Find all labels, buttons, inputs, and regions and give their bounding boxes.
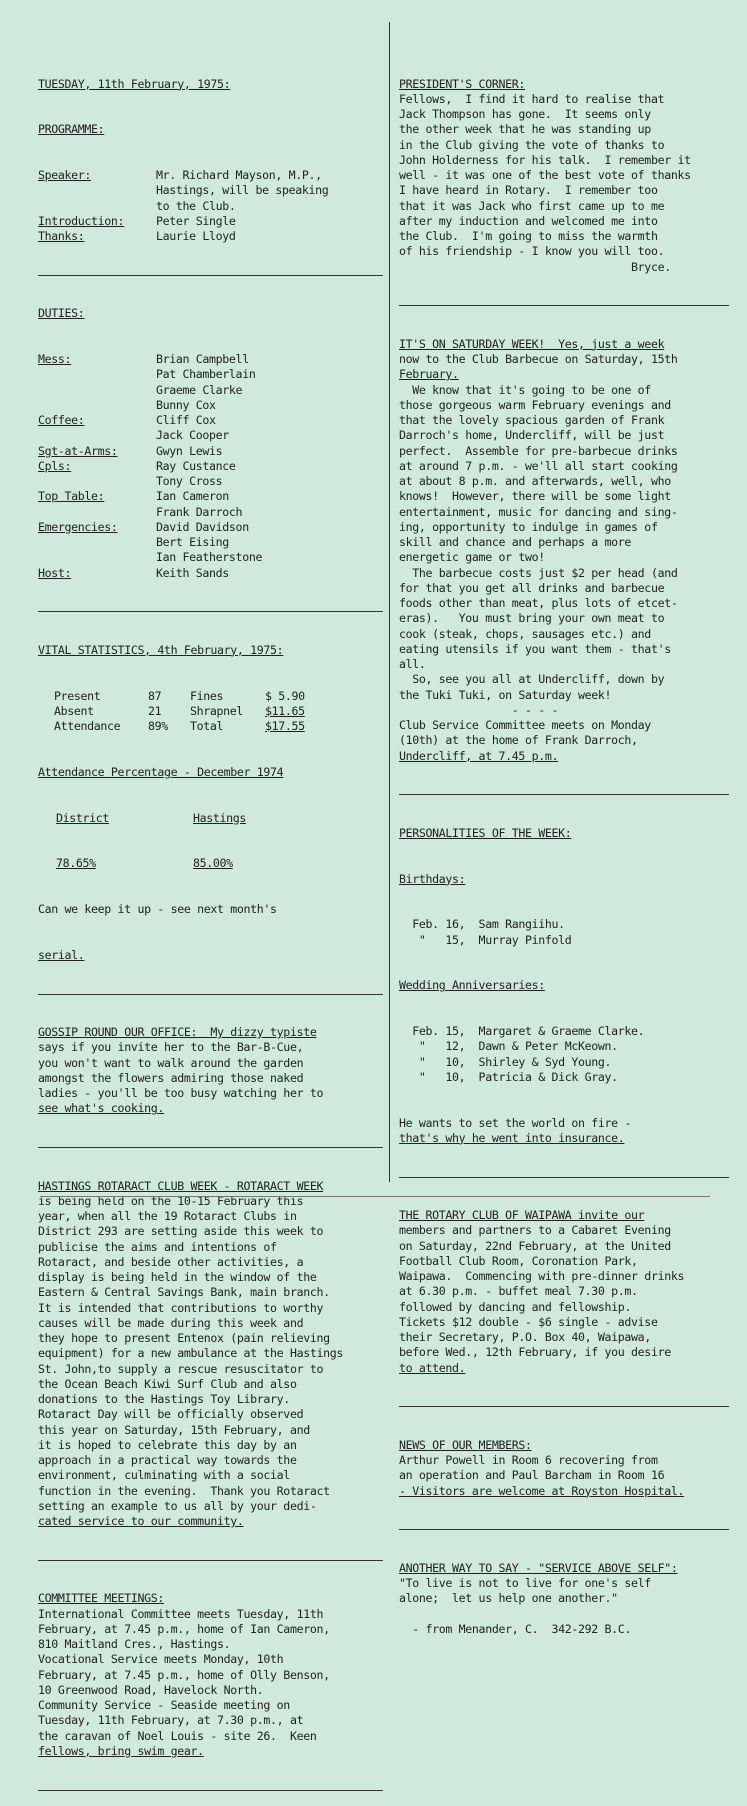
duty-value: Ian Featherstone — [156, 550, 263, 565]
waipawa-line: followed by dancing and fellowship. — [399, 1299, 632, 1314]
president-line: PRESIDENT'S CORNER: — [399, 76, 525, 91]
programme-row — [38, 168, 383, 183]
duty-row — [38, 398, 383, 413]
duty-value: Graeme Clarke — [156, 382, 243, 397]
weddings-line: Feb. 15, Margaret & Graeme Clarke. — [399, 1024, 645, 1038]
saturday-line: knows! However, there will be some light — [399, 489, 671, 504]
rotaract-line: Rotaract, and beside other activities, a — [38, 1254, 304, 1269]
another-line: alone; let us help one another." — [399, 1591, 618, 1606]
committee-line: COMMITTEE MEETINGS: — [38, 1591, 164, 1606]
divider-rule — [38, 1790, 383, 1791]
duty-row — [38, 474, 383, 489]
vital-value: $ 5.90 — [265, 688, 305, 703]
saturday-line: Club Service Committee meets on Monday — [399, 718, 651, 732]
vital-row — [38, 719, 383, 734]
duty-label: Emergencies: — [38, 519, 118, 534]
insurance-line: that's why he went into insurance. — [399, 1130, 625, 1145]
rotaract-line: year, when all the 19 Rotaract Clubs in — [38, 1209, 297, 1223]
vital-label: Fines — [190, 688, 224, 703]
birthdays-heading: Birthdays: — [399, 871, 466, 886]
vital-row — [38, 704, 383, 719]
news-line: - Visitors are welcome at Royston Hospital. — [399, 1483, 685, 1498]
gossip-line: ladies - you'll be too busy watching her to — [38, 1086, 324, 1100]
saturday-line: that the lovely spacious garden of Frank — [399, 413, 665, 427]
committee-line: International Committee meets Tuesday, 11th — [38, 1606, 324, 1621]
saturday-line: The barbecue costs just $2 per head (and — [399, 565, 678, 580]
duty-row — [38, 550, 383, 565]
divider-rule — [399, 794, 729, 795]
committee-line: Community Service - Seaside meeting on — [38, 1698, 290, 1712]
waipawa-line: to attend. — [399, 1360, 466, 1375]
programme-value: Laurie Lloyd — [156, 229, 236, 243]
duty-value: Ian Cameron — [156, 489, 229, 504]
vital-statistics-heading: VITAL STATISTICS, 4th February, 1975: — [38, 642, 284, 657]
rotaract-line: the Ocean Beach Kiwi Surf Club and also — [38, 1376, 297, 1391]
hastings-value: 85.00% — [193, 856, 233, 871]
divider-rule — [399, 305, 729, 306]
divider-rule — [38, 611, 383, 612]
saturday-line: February. — [399, 367, 459, 382]
committee-line: Tuesday, 11th February, at 7.30 p.m., at — [38, 1713, 304, 1728]
waipawa-line: members and partners to a Cabaret Evening — [399, 1223, 671, 1238]
duty-value: Ray Custance — [156, 458, 236, 473]
news-line: Arthur Powell in Room 6 recovering from — [399, 1453, 658, 1467]
birthdays-line: " 15, Murray Pinfold — [399, 932, 572, 947]
divider-rule — [38, 1147, 383, 1148]
gossip-section — [38, 1025, 383, 1117]
column-divider — [389, 22, 390, 1182]
duty-value: Gwyn Lewis — [156, 443, 223, 458]
weddings-line: " 10, Patricia & Dick Gray. — [399, 1069, 618, 1084]
rotaract-section — [38, 1179, 383, 1530]
gossip-line: you won't want to walk around the garden — [38, 1055, 304, 1070]
programme-heading: PROGRAMME: — [38, 122, 105, 137]
saturday-line: the Tuki Tuki, on Saturday week! — [399, 687, 612, 702]
saturday-line: cook (steak, chops, sausages etc.) and — [399, 626, 651, 641]
rotaract-line: it is hoped to celebrate this day by an — [38, 1437, 297, 1452]
rotaract-line: District 293 are setting aside this week to — [38, 1224, 324, 1239]
insurance-joke — [399, 1116, 729, 1147]
waipawa-line: Football Club Room, Coronation Park, — [399, 1253, 638, 1268]
saturday-line: those gorgeous warm February evenings and — [399, 397, 671, 412]
president-line: after my induction and welcomed me into — [399, 213, 658, 228]
president-line: the other week that he was standing up — [399, 122, 651, 137]
rotaract-line: causes will be made during this week and — [38, 1315, 304, 1330]
rotaract-line: function in the evening. Thank you Rotaract — [38, 1483, 330, 1498]
vital-value: 89% — [148, 719, 168, 733]
rotaract-line: Rotaract Day will be officially observed — [38, 1407, 304, 1422]
saturday-line: eating utensils if you want them - that's — [399, 641, 671, 656]
saturday-line: skill and chance and perhaps a more — [399, 535, 632, 549]
programme-row — [38, 229, 383, 244]
rotaract-line: HASTINGS ROTARACT CLUB WEEK - ROTARACT WEEK — [38, 1178, 324, 1193]
duty-row — [38, 566, 383, 581]
duty-value: David Davidson — [156, 519, 249, 534]
saturday-line: eras). You must bring your own meat to — [399, 611, 665, 626]
duty-label: Host: — [38, 565, 72, 580]
saturday-line: at around 7 p.m. - we'll all start cooking — [399, 458, 678, 473]
wedding-anniversaries-list — [399, 1024, 729, 1085]
duty-row — [38, 489, 383, 504]
duty-row — [38, 413, 383, 428]
keep-up-text: Can we keep it up - see next month's — [38, 902, 277, 916]
committee-line: the caravan of Noel Louis - site 26. Keen — [38, 1728, 317, 1743]
vital-label: Absent — [54, 703, 94, 718]
saturday-line: for that you get all drinks and barbecue — [399, 580, 665, 595]
birthdays-list — [399, 917, 729, 948]
waipawa-line: THE ROTARY CLUB OF WAIPAWA invite our — [399, 1208, 645, 1222]
meeting-date-heading: TUESDAY, 11th February, 1975: — [38, 76, 231, 91]
news-line: NEWS OF OUR MEMBERS: — [399, 1437, 532, 1452]
committee-line: 810 Maitland Cres., Hastings. — [38, 1637, 231, 1651]
another-line: - from Menander, C. 342-292 B.C. — [399, 1621, 632, 1636]
duty-label: Mess: — [38, 352, 72, 366]
gossip-line: see what's cooking. — [38, 1101, 164, 1116]
president-line: Jack Thompson has gone. It seems only — [399, 107, 651, 121]
committee-section — [38, 1591, 383, 1759]
rotaract-line: they hope to present Entenox (pain relieving — [38, 1331, 330, 1345]
vital-value: 87 — [148, 688, 162, 703]
rotaract-line: donations to the Hastings Toy Library. — [38, 1392, 290, 1406]
divider-rule — [38, 275, 383, 276]
vital-label: Total — [190, 719, 224, 733]
vital-statistics-table — [38, 689, 383, 735]
saturday-line: - - - - — [399, 702, 559, 717]
saturday-line: (10th) at the home of Frank Darroch, — [399, 733, 638, 748]
saturday-line: Undercliff, at 7.45 p.m. — [399, 748, 559, 763]
duty-row — [38, 459, 383, 474]
birthdays-line: Feb. 16, Sam Rangiihu. — [399, 917, 565, 932]
hastings-label: Hastings — [193, 810, 247, 825]
duty-label: Sgt-at-Arms: — [38, 443, 118, 458]
vital-label: Attendance — [54, 719, 121, 733]
percentage-values — [38, 856, 383, 871]
duty-value: Bunny Cox — [156, 397, 216, 412]
divider-rule — [399, 1406, 729, 1407]
another-line: ANOTHER WAY TO SAY - "SERVICE ABOVE SELF": — [399, 1560, 678, 1575]
president-line: the Club. I'm going to miss the warmth — [399, 229, 658, 243]
president-line: I have heard in Rotary. I remember too — [399, 183, 658, 198]
wedding-anniversaries-heading: Wedding Anniversaries: — [399, 978, 545, 993]
weddings-line: " 10, Shirley & Syd Young. — [399, 1054, 612, 1069]
member-news-section — [399, 1438, 729, 1499]
another-line — [399, 1607, 729, 1622]
keep-up-text: serial. — [38, 947, 85, 962]
duty-row — [38, 383, 383, 398]
percentage-labels — [38, 811, 383, 826]
committee-line: February, at 7.45 p.m., home of Olly Benson, — [38, 1667, 330, 1682]
president-line: of his friendship - I know you will too. — [399, 244, 665, 259]
duty-value: Jack Cooper — [156, 428, 229, 443]
quote-section — [399, 1561, 729, 1637]
committee-line: 10 Greenwood Road, Havelock North. — [38, 1682, 264, 1697]
vital-row — [38, 689, 383, 704]
rotaract-line: is being held on the 10-15 February this — [38, 1193, 304, 1208]
duties-heading: DUTIES: — [38, 306, 85, 321]
programme-label: Speaker: — [38, 168, 92, 182]
rotaract-line: environment, culminating with a social — [38, 1468, 290, 1483]
rotaract-line: publicise the aims and intentions of — [38, 1239, 277, 1254]
president-line: Bryce. — [399, 259, 671, 274]
rotaract-line: display is being held in the window of the — [38, 1270, 317, 1284]
waipawa-line: before Wed., 12th February, if you desire — [399, 1345, 671, 1360]
committee-line: February, at 7.45 p.m., home of Ian Cameron, — [38, 1621, 330, 1636]
president-line: that it was Jack who first came up to me — [399, 198, 665, 213]
duty-label: Top Table: — [38, 489, 105, 504]
programme-value: Hastings, will be speaking — [156, 183, 329, 198]
duty-label: Coffee: — [38, 413, 85, 427]
waipawa-line: their Secretary, P.O. Box 40, Waipawa, — [399, 1330, 651, 1344]
vital-label: Present — [54, 688, 101, 703]
divider-rule — [399, 1177, 729, 1178]
saturday-line: now to the Club Barbecue on Saturday, 15th — [399, 352, 678, 366]
right-column — [399, 46, 729, 1652]
divider-rule — [38, 994, 383, 995]
district-label: District — [56, 810, 110, 825]
duty-value: Pat Chamberlain — [156, 367, 256, 382]
rotaract-line: setting an example to us all by your dedi- — [38, 1498, 317, 1513]
duty-value: Bert Eising — [156, 535, 229, 549]
duty-row — [38, 352, 383, 367]
rotaract-line: equipment) for a new ambulance at the Hastings — [38, 1346, 343, 1361]
bottom-rule — [40, 1196, 710, 1197]
waipawa-section — [399, 1208, 729, 1376]
personalities-heading: PERSONALITIES OF THE WEEK: — [399, 825, 572, 840]
insurance-line: He wants to set the world on fire - — [399, 1115, 632, 1130]
committee-line: Vocational Service meets Monday, 10th — [38, 1652, 284, 1667]
duty-row — [38, 520, 383, 535]
programme-row — [38, 183, 383, 198]
saturday-line: entertainment, music for dancing and sing- — [399, 504, 678, 519]
saturday-line: We know that it's going to be one of — [399, 382, 651, 397]
waipawa-line: Tickets $12 double - $6 single - advise — [399, 1314, 658, 1329]
programme-row — [38, 214, 383, 229]
duty-row — [38, 367, 383, 382]
divider-rule — [38, 1560, 383, 1561]
news-line: an operation and Paul Barcham in Room 16 — [399, 1468, 665, 1483]
duty-value: Tony Cross — [156, 474, 223, 488]
saturday-line: So, see you all at Undercliff, down by — [399, 672, 665, 687]
committee-line: fellows, bring swim gear. — [38, 1743, 204, 1758]
president-line: John Holderness for his talk. I remember it — [399, 152, 691, 167]
programme-value: Mr. Richard Mayson, M.P., — [156, 168, 322, 182]
rotaract-line: Eastern & Central Savings Bank, main branch. — [38, 1285, 330, 1300]
saturday-line: at about 8 p.m. and afterwards, well, who — [399, 474, 671, 488]
another-line: "To live is not to live for one's self — [399, 1576, 651, 1590]
rotaract-line: St. John,to supply a rescue resuscitator to — [38, 1361, 324, 1376]
gossip-line: amongst the flowers admiring those naked — [38, 1070, 304, 1085]
vital-value: $11.65 — [265, 703, 305, 718]
president-line: in the Club giving the vote of thanks to — [399, 137, 665, 152]
duty-row — [38, 535, 383, 550]
saturday-line: energetic game or two! — [399, 550, 545, 565]
barbecue-section — [399, 337, 729, 764]
programme-value: Peter Single — [156, 213, 236, 228]
divider-rule — [399, 1529, 729, 1530]
president-line: well - it was one of the best vote of thanks — [399, 168, 691, 182]
saturday-line: all. — [399, 657, 426, 671]
duty-value: Cliff Cox — [156, 413, 216, 427]
duty-value: Frank Darroch — [156, 504, 243, 519]
waipawa-line: on Saturday, 22nd February, at the United — [399, 1238, 671, 1253]
weddings-line: " 12, Dawn & Peter McKeown. — [399, 1039, 618, 1054]
waipawa-line: Waipawa. Commencing with pre-dinner drinks — [399, 1269, 685, 1283]
duty-label: Cpls: — [38, 458, 72, 473]
duty-value: Keith Sands — [156, 565, 229, 580]
programme-label: Introduction: — [38, 213, 125, 228]
left-column — [38, 46, 383, 1806]
duty-row — [38, 505, 383, 520]
programme-row — [38, 199, 383, 214]
vital-value: 21 — [148, 703, 162, 718]
gossip-line: GOSSIP ROUND OUR OFFICE: My dizzy typiste — [38, 1025, 317, 1039]
saturday-line: perfect. Assemble for pre-barbecue drinks — [399, 443, 678, 458]
president-line: Fellows, I find it hard to realise that — [399, 91, 665, 106]
programme-value: to the Club. — [156, 198, 236, 213]
vital-label: Shrapnel — [190, 703, 244, 718]
waipawa-line: at 6.30 p.m. - buffet meal 7.30 p.m. — [399, 1284, 638, 1299]
programme-list — [38, 168, 383, 244]
attendance-percentage-heading: Attendance Percentage - December 1974 — [38, 764, 284, 779]
vital-value: $17.55 — [265, 719, 305, 733]
saturday-line: IT'S ON SATURDAY WEEK! Yes, just a week — [399, 336, 665, 351]
rotaract-line: approach in a practical way towards the — [38, 1453, 297, 1467]
saturday-line: foods other than meat, plus lots of etcet- — [399, 596, 678, 610]
rotaract-line: It is intended that contributions to worthy — [38, 1300, 324, 1315]
duty-row — [38, 428, 383, 443]
duty-value: Brian Campbell — [156, 352, 249, 366]
duty-row — [38, 444, 383, 459]
gossip-line: says if you invite her to the Bar-B-Cue, — [38, 1040, 304, 1055]
duties-list — [38, 352, 383, 581]
rotaract-line: cated service to our community. — [38, 1514, 244, 1528]
saturday-line: Darroch's home, Undercliff, will be just — [399, 428, 665, 443]
presidents-corner-section — [399, 77, 729, 275]
district-value: 78.65% — [56, 856, 96, 871]
rotaract-line: this year on Saturday, 15th February, and — [38, 1422, 310, 1437]
saturday-line: ing, opportunity to indulge in games of — [399, 519, 658, 534]
programme-label: Thanks: — [38, 229, 85, 243]
